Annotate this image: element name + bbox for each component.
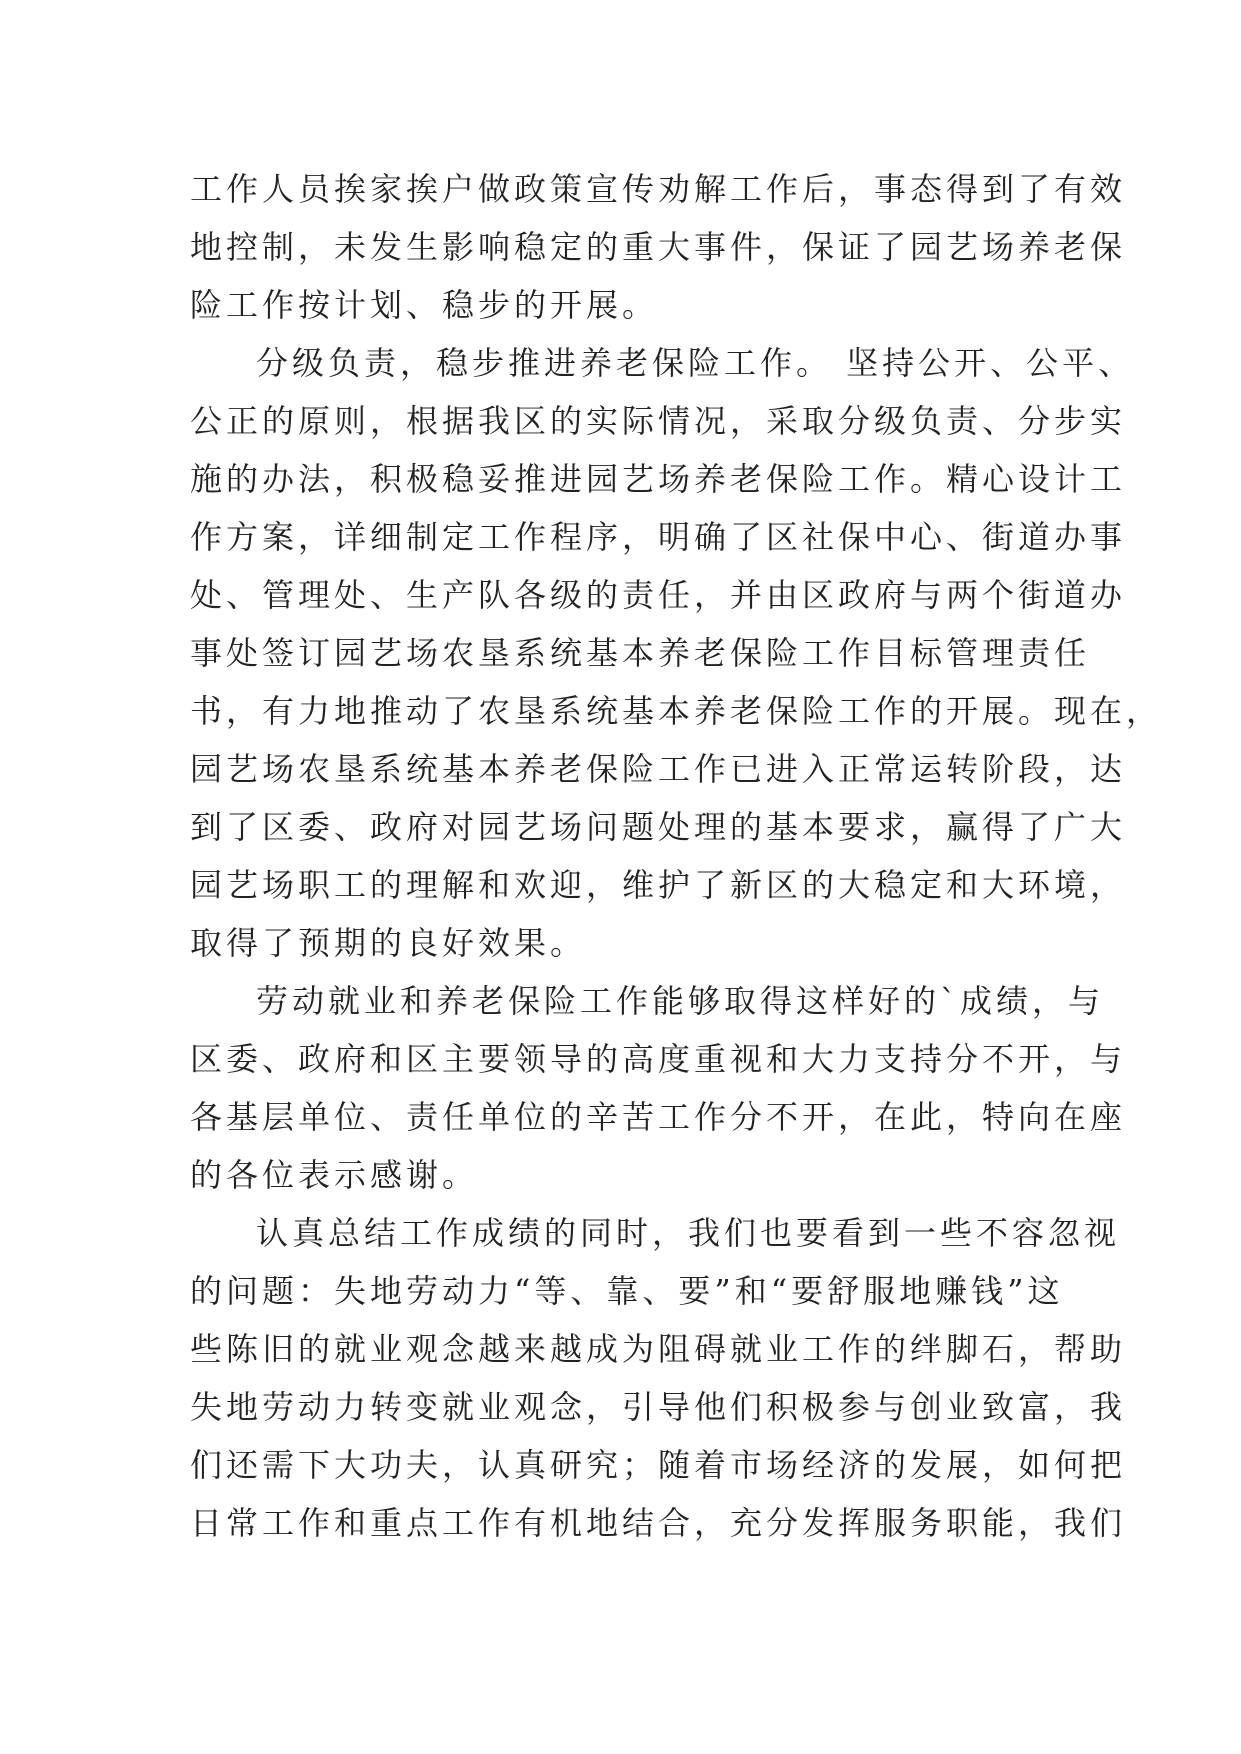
text-line: 日常工作和重点工作有机地结合，充分发挥服务职能，我们 (190, 1504, 1127, 1542)
text-line: 公正的原则，根据我区的实际情况，采取分级负责、分步实 (190, 402, 1127, 440)
text-line: 书，有力地推动了农垦系统基本养老保险工作的开展。现在， (190, 692, 1163, 730)
text-line: 失地劳动力转变就业观念，引导他们积极参与创业致富，我 (190, 1388, 1127, 1426)
text-line: 园艺场职工的理解和欢迎，维护了新区的大稳定和大环境， (190, 866, 1127, 904)
text-line: 施的办法，积极稳妥推进园艺场养老保险工作。精心设计工 (190, 460, 1127, 498)
text-line: 工作人员挨家挨户做政策宣传劝解工作后，事态得到了有效 (190, 170, 1127, 208)
text-line: 的各位表示感谢。 (190, 1156, 479, 1194)
text-line: 作方案，详细制定工作程序，明确了区社保中心、街道办事 (190, 518, 1127, 556)
text-line: 取得了预期的良好效果。 (190, 924, 587, 962)
text-line: 们还需下大功夫，认真研究；随着市场经济的发展，如何把 (190, 1446, 1127, 1484)
text-line: 地控制，未发生影响稳定的重大事件，保证了园艺场养老保 (190, 228, 1127, 266)
text-line: 认真总结工作成绩的同时，我们也要看到一些不容忽视 (256, 1214, 1121, 1252)
paragraph-acknowledgement (190, 972, 1127, 1204)
text-line: 处、管理处、生产队各级的责任，并由区政府与两个街道办 (190, 576, 1127, 614)
text-line: 分级负责，稳步推进养老保险工作。 坚持公开、公平、 (256, 344, 1135, 382)
text-line: 些陈旧的就业观念越来越成为阻碍就业工作的绊脚石，帮助 (190, 1330, 1127, 1368)
text-line: 到了区委、政府对园艺场问题处理的基本要求，赢得了广大 (190, 808, 1127, 846)
text-line: 事处签订园艺场农垦系统基本养老保险工作目标管理责任 (190, 634, 1091, 672)
text-line: 区委、政府和区主要领导的高度重视和大力支持分不开，与 (190, 1040, 1127, 1078)
text-line: 各基层单位、责任单位的辛苦工作分不开，在此，特向在座 (190, 1098, 1127, 1136)
text-line: 园艺场农垦系统基本养老保险工作已进入正常运转阶段，达 (190, 750, 1127, 788)
document-body (190, 160, 1163, 1552)
paragraph-policy-outcome (190, 160, 1127, 334)
paragraph-problems (190, 1204, 1127, 1552)
text-line: 险工作按计划、稳步的开展。 (190, 286, 659, 324)
text-line: 的问题：失地劳动力“等、靠、要”和“要舒服地赚钱”这 (190, 1272, 1064, 1310)
paragraph-graded-responsibility (190, 334, 1163, 972)
text-line: 劳动就业和养老保险工作能够取得这样好的`成绩，与 (256, 982, 1105, 1020)
